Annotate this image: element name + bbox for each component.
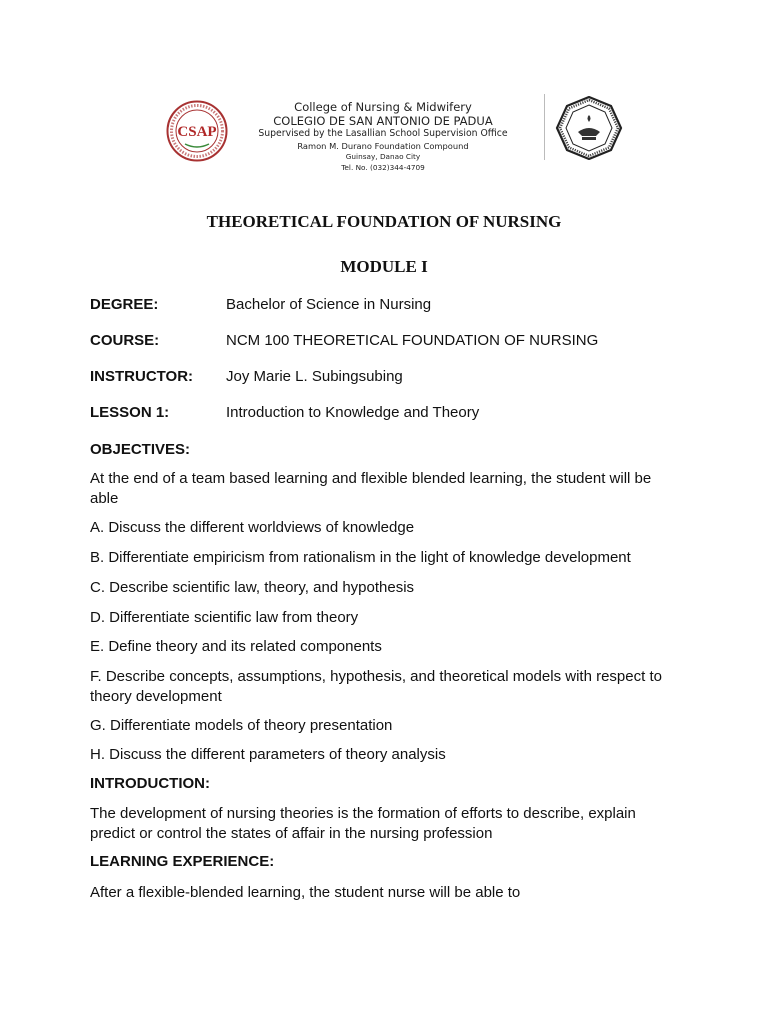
introduction-text: The development of nursing theories is the formation of efforts to describe, explain predict or control the states of affair in the nursing profession: [90, 805, 636, 842]
field-label: LESSON 1:: [90, 404, 170, 421]
module-title: MODULE I: [340, 257, 428, 276]
address-line: Ramon M. Durano Foundation Compound: [297, 140, 469, 151]
field-value: Joy Marie L. Subingsubing: [226, 368, 403, 385]
nursing-seal-logo: [544, 94, 628, 160]
objective-item: B. Differentiate empiricism from rationalism in the light of knowledge development: [90, 549, 631, 566]
letterhead: [160, 92, 630, 178]
telephone-line: Tel. No. (032)344-4709: [341, 162, 425, 172]
supervision-line: Supervised by the Lasallian School Supervision Office: [258, 128, 508, 139]
field-label: DEGREE:: [90, 296, 159, 313]
objective-item: A. Discuss the different worldviews of knowledge: [90, 519, 415, 536]
objective-item: G. Differentiate models of theory presentation: [90, 717, 393, 734]
objective-item: E. Define theory and its related components: [90, 638, 382, 655]
city-line: Guinsay, Danao City: [345, 152, 421, 161]
field-value: Introduction to Knowledge and Theory: [226, 404, 480, 421]
logo-divider: [544, 94, 545, 160]
objectives-intro: At the end of a team based learning and flexible blended learning, the student will be able: [90, 470, 652, 507]
field-value: Bachelor of Science in Nursing: [226, 296, 432, 313]
field-label: COURSE:: [90, 332, 160, 349]
objective-item: D. Differentiate scientific law from theory: [90, 609, 359, 626]
objective-item: F. Describe concepts, assumptions, hypothesis, and theoretical models with respect to theory development: [90, 668, 662, 705]
learning-experience-heading: LEARNING EXPERIENCE:: [90, 853, 275, 870]
field-value: NCM 100 THEORETICAL FOUNDATION OF NURSING: [226, 332, 599, 349]
college-name: College of Nursing & Midwifery: [294, 100, 472, 114]
document-title: THEORETICAL FOUNDATION OF NURSING: [206, 212, 562, 231]
field-label: INSTRUCTOR:: [90, 368, 194, 385]
learning-experience-text: After a flexible-blended learning, the student nurse will be able to: [90, 884, 521, 901]
objective-item: H. Discuss the different parameters of theory analysis: [90, 746, 446, 763]
objective-item: C. Describe scientific law, theory, and hypothesis: [90, 579, 415, 596]
letterhead-text: [258, 100, 508, 173]
introduction-heading: INTRODUCTION:: [90, 775, 210, 792]
school-name: COLEGIO DE SAN ANTONIO DE PADUA: [273, 114, 493, 128]
objectives-heading: OBJECTIVES:: [90, 441, 191, 458]
college-seal-logo: [166, 100, 228, 162]
svg-text:CSAP: CSAP: [177, 124, 217, 140]
